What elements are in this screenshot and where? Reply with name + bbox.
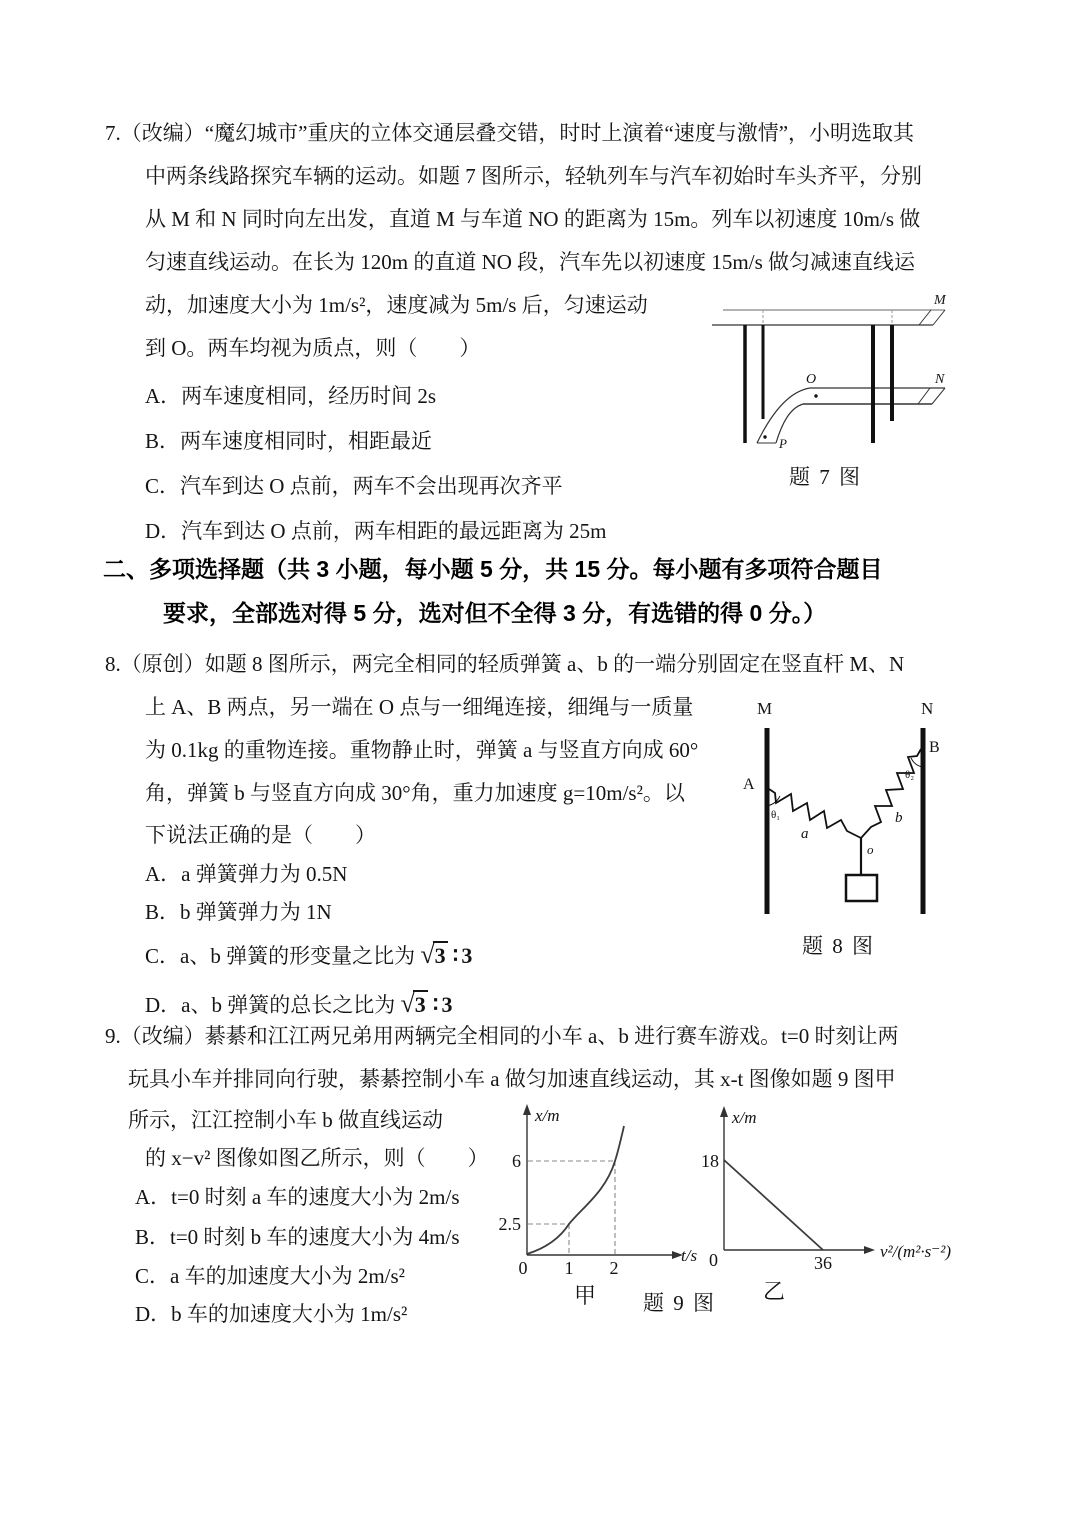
yi-origin-0: 0 (709, 1250, 718, 1270)
sqrt-expression (400, 989, 428, 1018)
fig8-label-A: A (743, 776, 755, 793)
elevated-track (712, 310, 945, 325)
radicand: 3 (434, 943, 446, 968)
q9-option-b: B．t=0 时刻 b 车的速度大小为 4m/s (135, 1225, 460, 1249)
q7-option-d: D．汽车到达 O 点前，两车相距的最远距离为 25m (145, 519, 607, 543)
fig8-label-B: B (929, 739, 940, 756)
fig7-label-O: O (806, 372, 817, 387)
fig7-label-M: M (934, 293, 946, 308)
jia-ytick-6: 6 (512, 1151, 521, 1171)
q7-line-6: 到 O。两车均视为质点，则（ ） (145, 336, 481, 360)
q7-option-b: B．两车速度相同时，相距最近 (145, 429, 433, 453)
line-car-b (724, 1160, 823, 1250)
graph-jia-xt (499, 1104, 698, 1278)
q9-option-c: C．a 车的加速度大小为 2m/s² (135, 1264, 405, 1288)
sqrt-expression (420, 940, 447, 969)
q9-option-d: D．b 车的加速度大小为 1m/s² (135, 1302, 408, 1326)
fig8-label-b: b (895, 810, 903, 826)
q9-line-3: 所示，江江控制小车 b 做直线运动 (128, 1108, 443, 1132)
jia-ylabel: x/m (535, 1106, 560, 1125)
car-dot-O (814, 394, 817, 397)
radicand: 3 (414, 992, 426, 1017)
curve-car-a (527, 1126, 624, 1254)
fig7-label-N: N (935, 372, 945, 387)
q7-option-a: A．两车速度相同，经历时间 2s (145, 384, 437, 408)
q8-option-a: A．a 弹簧弹力为 0.5N (145, 862, 348, 886)
q7-line-2: 中两条线路探究车辆的运动。如题 7 图所示，轻轨列车与汽车初始时车头齐平，分别 (145, 164, 922, 188)
fig7-caption: 题 7 图 (789, 465, 862, 489)
q7-line-1: 7.（改编）“魔幻城市”重庆的立体交通层叠交错，时时上演着“速度与激情”，小明选取其 (105, 121, 915, 145)
fig7-diagram (705, 282, 1020, 460)
fig9-yi-label: 乙 (763, 1279, 786, 1304)
jia-xtick-0: 0 (518, 1258, 528, 1278)
fig8-caption: 题 8 图 (802, 934, 875, 958)
q9-line-1: 9.（改编）綦綦和江江两兄弟用两辆完全相同的小车 a、b 进行赛车游戏。t=0 时刻让两 (105, 1024, 899, 1048)
ratio-text: ∶3 (432, 992, 456, 1017)
fig9-jia-label: 甲 (574, 1283, 597, 1308)
yi-xlabel: v²/(m²·s⁻²) (880, 1242, 951, 1261)
fig9-graphs (490, 1095, 990, 1285)
jia-xlabel: t/s (681, 1246, 698, 1265)
q7-line-3: 从 M 和 N 同时向左出发，直道 M 与车道 NO 的距离为 15m。列车以初速度 10m/s 做 (145, 207, 921, 231)
jia-ytick-2-5: 2.5 (498, 1214, 521, 1234)
yi-ytick-18: 18 (701, 1151, 719, 1171)
jia-xtick-1: 1 (564, 1258, 574, 1278)
car-dot-P (763, 435, 766, 438)
q9-option-a: A．t=0 时刻 a 车的速度大小为 2m/s (135, 1185, 460, 1209)
spring-a (769, 789, 861, 838)
yi-xtick-36: 36 (814, 1253, 832, 1273)
q8-option-d-text: D．a、b 弹簧的总长之比为 (145, 993, 401, 1017)
q9-line-2: 玩具小车并排同向行驶，綦綦控制小车 a 做匀加速直线运动，其 x-t 图像如题 9 图甲 (128, 1067, 896, 1091)
q7-option-c: C．汽车到达 O 点前，两车不会出现再次齐平 (145, 474, 563, 498)
weight-block (846, 875, 877, 901)
fig8-diagram (735, 692, 1005, 930)
fig8-label-M: M (757, 699, 773, 718)
y-axis-arrow (720, 1106, 728, 1117)
q8-line-5: 下说法正确的是（ ） (145, 823, 376, 847)
q8-option-c (90, 931, 1020, 980)
fig8-label-o: o (867, 842, 874, 857)
radical-sign: √ (420, 940, 435, 969)
fig7-label-P: P (779, 436, 787, 451)
x-axis-arrow (864, 1246, 875, 1254)
q8-option-c-text: C．a、b 弹簧的形变量之比为 (145, 944, 421, 968)
q8-line-2: 上 A、B 两点，另一端在 O 点与一细绳连接，细绳与一质量 (145, 695, 694, 719)
fig8-label-theta2: θ₂ (905, 769, 915, 781)
section-2-line-2: 要求，全部选对得 5 分，选对但不全得 3 分，有选错的得 0 分。） (163, 600, 827, 626)
road-N (757, 388, 945, 443)
q8-option-b: B．b 弹簧弹力为 1N (145, 900, 332, 924)
yi-ylabel: x/m (732, 1108, 757, 1127)
q7-line-5: 动，加速度大小为 1m/s²，速度减为 5m/s 后，匀速运动 (145, 293, 648, 317)
q8-line-1: 8.（原创）如题 8 图所示，两完全相同的轻质弹簧 a、b 的一端分别固定在竖直杆 M、N (105, 652, 905, 676)
q8-line-3: 为 0.1kg 的重物连接。重物静止时，弹簧 a 与竖直方向成 60° (145, 738, 699, 762)
q8-line-4: 角，弹簧 b 与竖直方向成 30°角，重力加速度 g=10m/s²。以 (145, 781, 685, 805)
y-axis-arrow (523, 1104, 531, 1115)
fig8-label-N: N (921, 699, 934, 718)
fig8-label-theta1: θ₁ (771, 809, 781, 821)
radical-sign: √ (400, 989, 415, 1018)
jia-xtick-2: 2 (609, 1258, 619, 1278)
section-2-header (90, 547, 1020, 635)
fig9-caption: 题 9 图 (643, 1291, 716, 1315)
spring-b (861, 749, 921, 838)
q7-line-4: 匀速直线运动。在长为 120m 的直道 NO 段，汽车先以初速度 15m/s 做匀减速直线运 (145, 250, 916, 274)
graph-yi-xv2 (701, 1106, 951, 1273)
fig8-label-a: a (801, 826, 809, 842)
section-2-line-1: 二、多项选择题（共 3 小题，每小题 5 分，共 15 分。每小题有多项符合题目 (103, 556, 883, 582)
q9-line-4: 的 x−v² 图像如图乙所示，则（ ） (145, 1146, 489, 1170)
ratio-text: ∶3 (452, 943, 476, 968)
